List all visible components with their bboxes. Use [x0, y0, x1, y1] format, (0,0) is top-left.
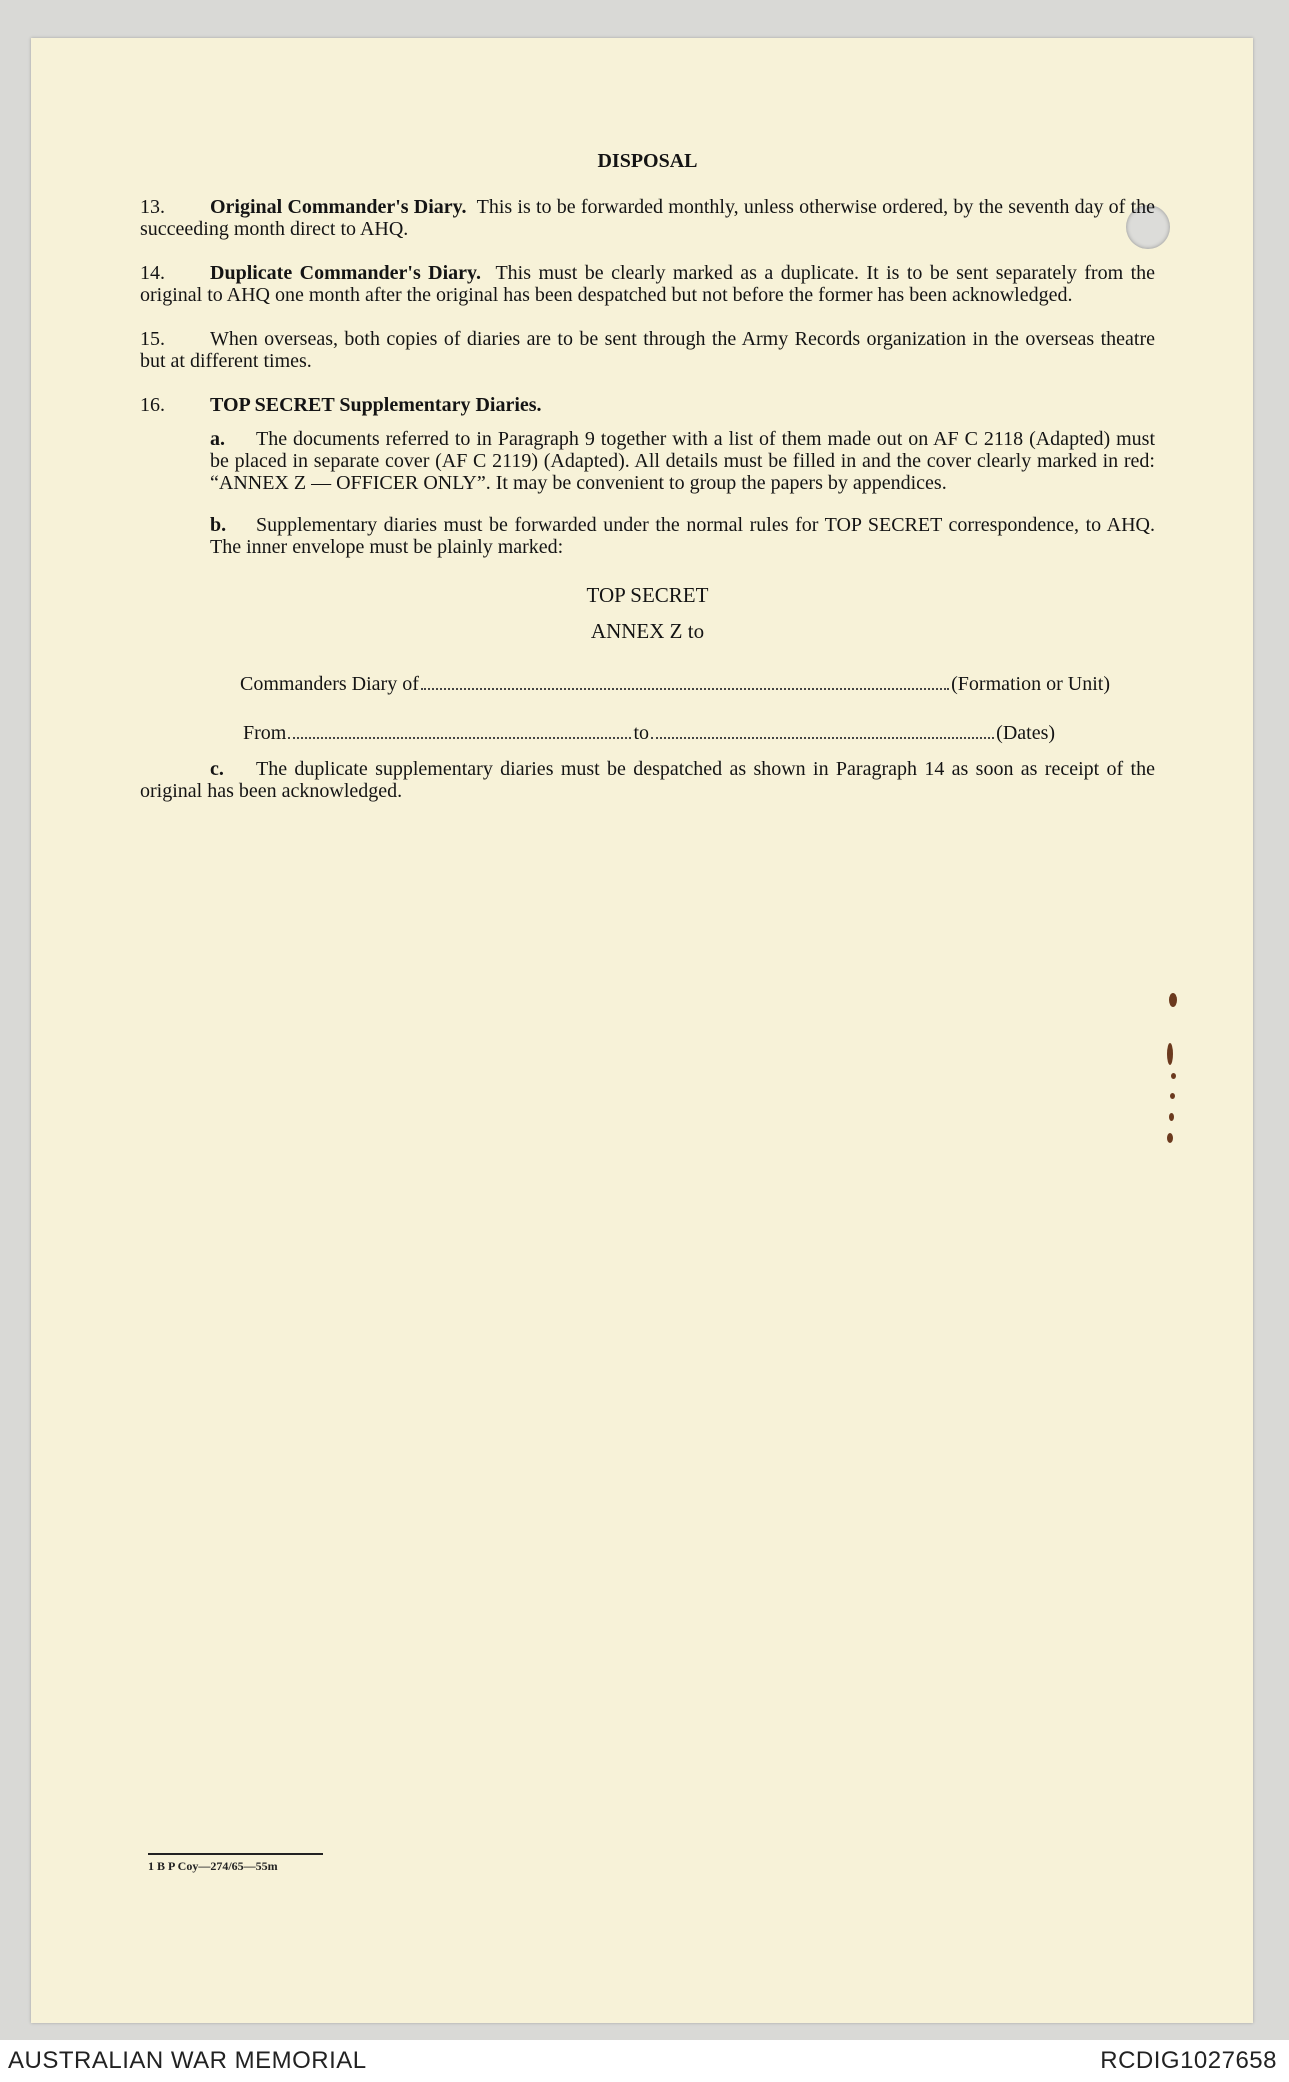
section-heading: DISPOSAL [597, 150, 698, 172]
paragraph-14 [140, 262, 1155, 306]
subparagraph-text: The documents referred to in Paragraph 9 together with a list of them made out on AF C 2118 (Adapted) must be placed in separate cover (AF C 2119) (Adapted). All details must be filled in and the cover clearly marked in red: “ANNEX Z — OFFICER ONLY”. It may be convenient to group the papers by appendices. [210, 428, 1155, 494]
form-label: From [243, 722, 287, 744]
subparagraph-letter: c. [210, 758, 224, 780]
form-line-commanders-diary [240, 672, 1110, 695]
blank-line [421, 672, 949, 690]
document-content [140, 150, 1155, 824]
form-suffix: (Dates) [996, 722, 1056, 744]
footer-institution: AUSTRALIAN WAR MEMORIAL [8, 2047, 367, 2074]
paragraph-text: When overseas, both copies of diaries are to be sent through the Army Records organization in the overseas theatre but at different times. [140, 328, 1155, 372]
form-line-dates [243, 721, 1055, 744]
subparagraph-c [140, 758, 1155, 802]
marking-annex-z: ANNEX Z to [590, 619, 705, 643]
paragraph-number: 16. [140, 394, 165, 416]
paragraph-15 [140, 328, 1155, 372]
printer-imprint: 1 B P Coy—274/65—55m [148, 1853, 323, 1874]
subparagraph-text: Supplementary diaries must be forwarded under the normal rules for TOP SECRET correspondence, to AHQ. The inner envelope must be plainly marked: [210, 514, 1155, 558]
form-label: Commanders Diary of [240, 673, 419, 695]
paragraph-title: TOP SECRET Supplementary Diaries. [210, 394, 542, 416]
paragraph-title: Duplicate Commander's Diary. [210, 262, 481, 284]
subparagraph-text: The duplicate supplementary diaries must be despatched as shown in Paragraph 14 as soon as receipt of the original has been acknowledged. [140, 758, 1155, 802]
footer-record-id: RCDIG1027658 [1100, 2047, 1277, 2074]
rust-stains [1159, 993, 1189, 1163]
paragraph-number: 13. [140, 196, 165, 218]
paragraph-number: 15. [140, 328, 165, 350]
paragraph-number: 14. [140, 262, 165, 284]
paragraph-text: This is to be forwarded monthly, unless otherwise ordered, by the seventh day of the succeeding month direct to AHQ. [140, 196, 1155, 240]
paragraph-16 [140, 394, 1155, 416]
subparagraph-letter: b. [210, 514, 227, 536]
paragraph-13 [140, 196, 1155, 240]
paragraph-text: This must be clearly marked as a duplicate. It is to be sent separately from the original to AHQ one month after the original has been despatched but not before the former has been acknowledged. [140, 262, 1156, 306]
paragraph-title: Original Commander's Diary. [210, 196, 467, 218]
blank-line [651, 721, 994, 739]
marking-top-secret: TOP SECRET [586, 583, 709, 607]
subparagraph-letter: a. [210, 428, 225, 450]
form-suffix: (Formation or Unit) [951, 673, 1110, 695]
subparagraph-b [210, 514, 1155, 558]
subparagraph-a [210, 428, 1155, 494]
form-mid: to [633, 722, 650, 744]
blank-line [288, 721, 631, 739]
